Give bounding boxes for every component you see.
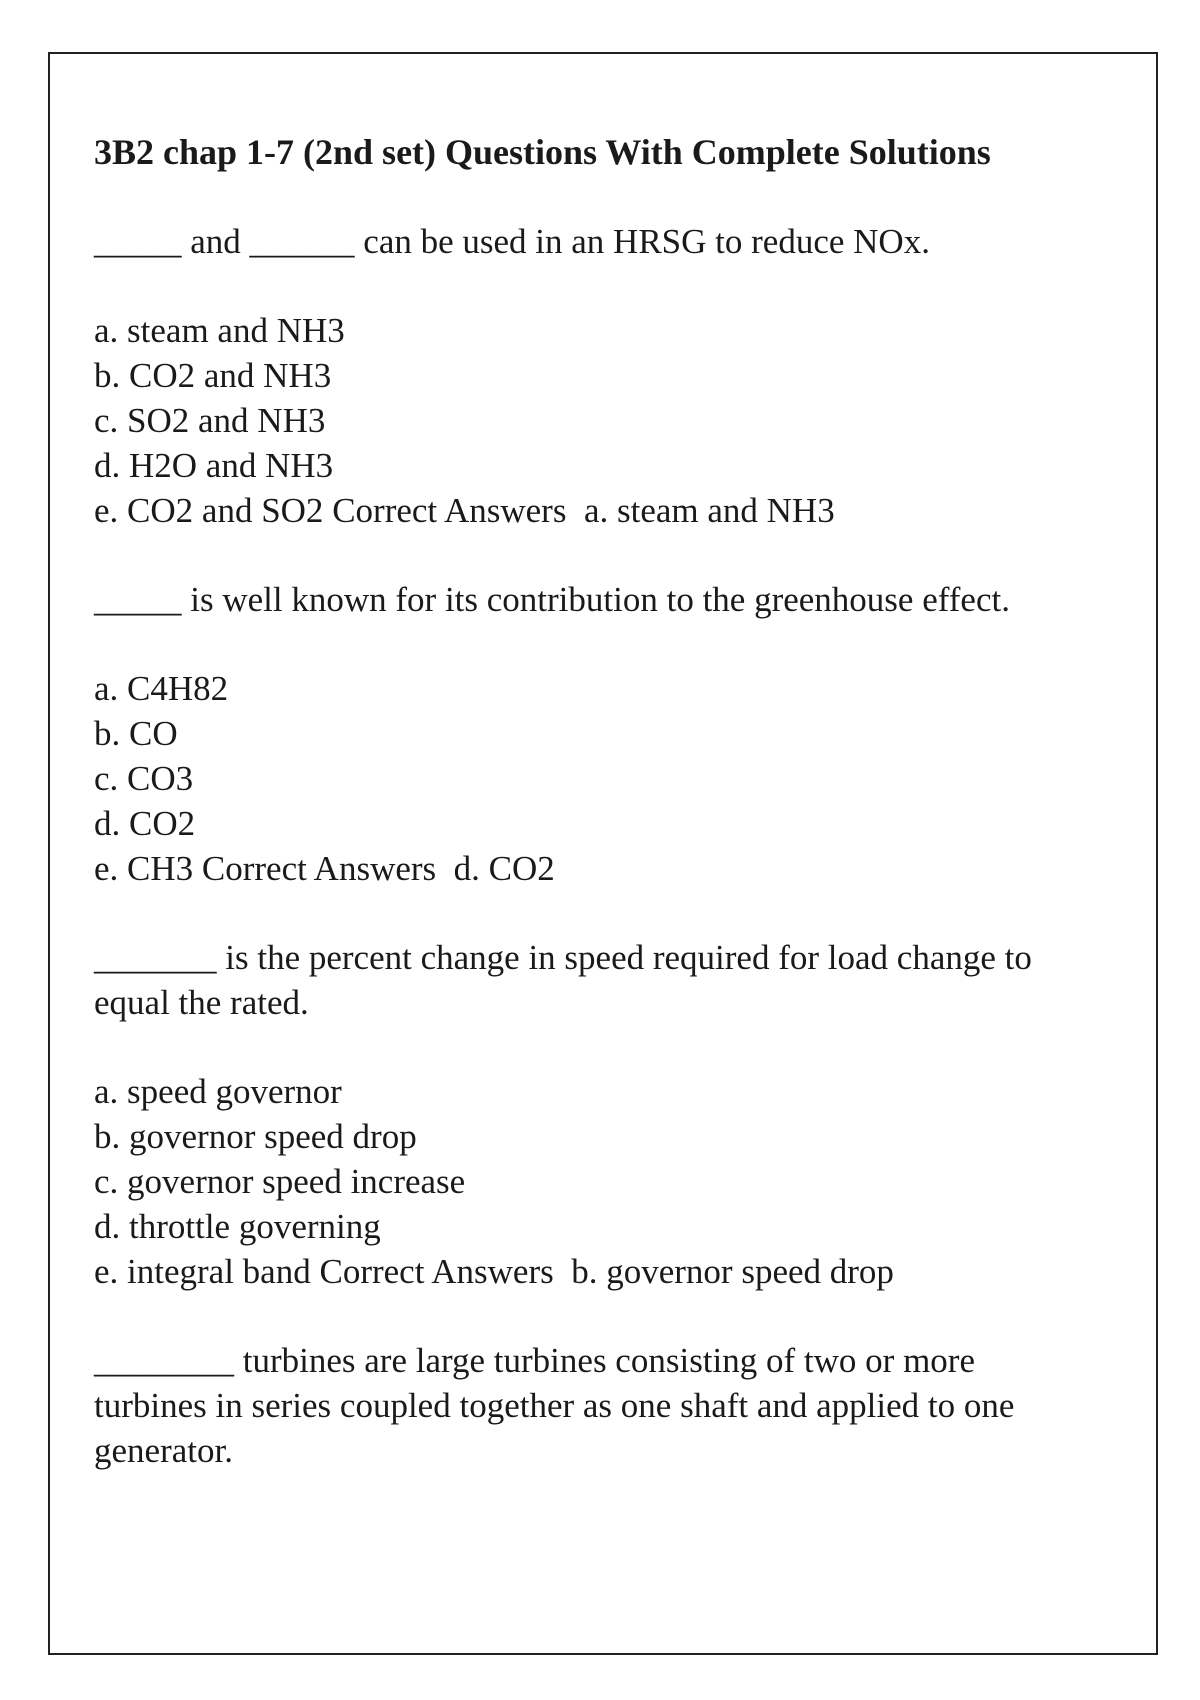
option-d: d. CO2	[94, 804, 196, 843]
option-a: a. steam and NH3	[94, 311, 345, 350]
question-4	[94, 1338, 1054, 1473]
correct-answer: b. governor speed drop	[571, 1252, 894, 1291]
option-c: c. governor speed increase	[94, 1162, 466, 1201]
option-e: e. CO2 and SO2	[94, 491, 324, 530]
option-list	[94, 666, 1054, 891]
option-a: a. speed governor	[94, 1072, 342, 1111]
question-text: _____ and ______ can be used in an HRSG to reduce NOx.	[94, 222, 930, 261]
option-c: c. CO3	[94, 759, 194, 798]
correct-answer: d. CO2	[453, 849, 555, 888]
question-text: _______ is the percent change in speed required for load change to equal the rated.	[94, 938, 1032, 1022]
option-b: b. CO2 and NH3	[94, 356, 332, 395]
option-e-with-answer	[94, 1249, 1054, 1294]
option-d: d. throttle governing	[94, 1207, 381, 1246]
option-e: e. CH3	[94, 849, 194, 888]
correct-answer: a. steam and NH3	[583, 491, 835, 530]
document-title: 3B2 chap 1-7 (2nd set) Questions With Complete Solutions	[94, 132, 991, 172]
option-b: b. CO	[94, 714, 178, 753]
question-3	[94, 935, 1054, 1294]
question-1	[94, 219, 1054, 533]
option-list	[94, 308, 1054, 533]
option-e-with-answer	[94, 846, 1054, 891]
answer-label: Correct Answers	[332, 491, 567, 530]
option-e-with-answer	[94, 488, 1054, 533]
option-a: a. C4H82	[94, 669, 229, 708]
question-text: _____ is well known for its contribution to the greenhouse effect.	[94, 580, 1010, 619]
option-b: b. governor speed drop	[94, 1117, 417, 1156]
answer-label: Correct Answers	[201, 849, 437, 888]
document-body	[94, 130, 1054, 1517]
question-text: ________ turbines are large turbines consisting of two or more turbines in series coupled together as one shaft and applied to one generator.	[94, 1341, 1015, 1470]
answer-label: Correct Answers	[319, 1252, 554, 1291]
option-list	[94, 1069, 1054, 1294]
question-2	[94, 577, 1054, 891]
option-c: c. SO2 and NH3	[94, 401, 326, 440]
option-d: d. H2O and NH3	[94, 446, 334, 485]
option-e: e. integral band	[94, 1252, 311, 1291]
